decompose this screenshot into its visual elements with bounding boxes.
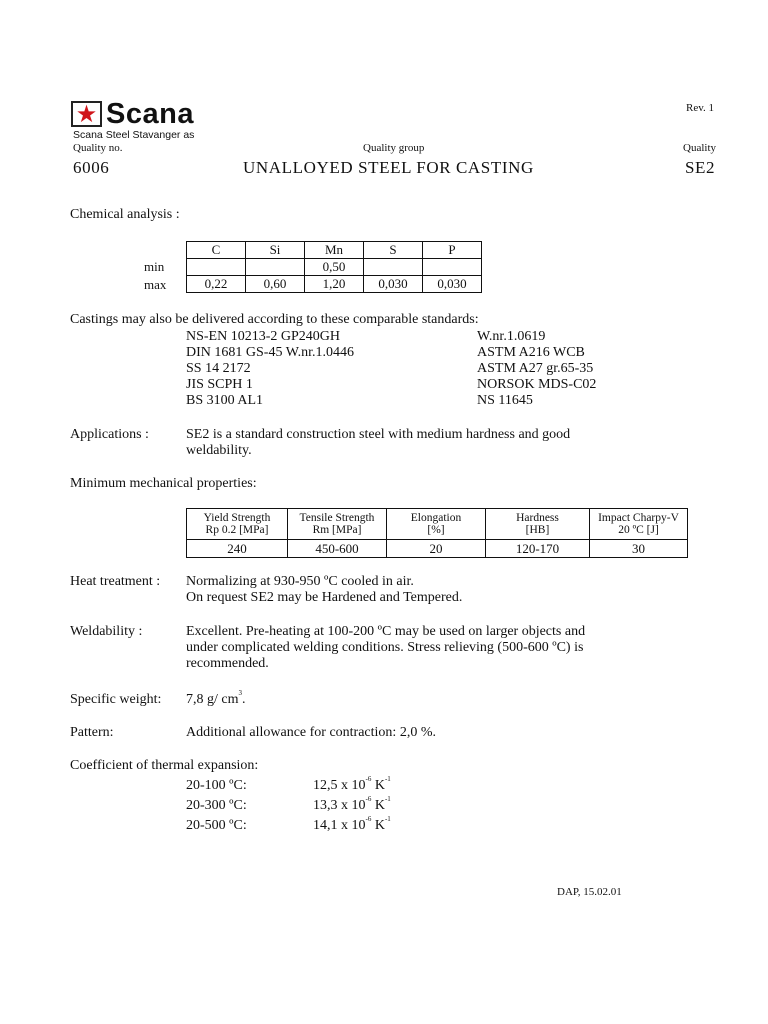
quality-group-label: Quality group — [363, 142, 425, 154]
mech-header-line: [%] — [427, 524, 445, 536]
chem-cell: 1,20 — [305, 276, 364, 293]
thermal-unit-exponent: -1 — [384, 775, 391, 783]
mechanical-heading: Minimum mechanical properties: — [70, 476, 257, 491]
standard-right-item: NS 11645 — [477, 393, 533, 408]
chemical-heading: Chemical analysis : — [70, 207, 180, 222]
chem-cell: 0,22 — [187, 276, 246, 293]
thermal-coefficient: 13,3 x 10 — [313, 798, 366, 813]
mech-header-line: Rp 0.2 [MPa] — [205, 524, 269, 536]
specific-weight-exponent: 3 — [238, 689, 242, 697]
chem-col-header: Si — [246, 242, 305, 259]
thermal-range: 20-300 ºC: — [186, 798, 247, 813]
thermal-unit: K — [374, 778, 385, 793]
mech-header-line: Tensile Strength — [299, 512, 375, 524]
chem-col-header: Mn — [305, 242, 364, 259]
specific-weight-suffix: . — [242, 692, 246, 707]
logo-text: Scana — [106, 97, 194, 130]
thermal-coefficient: 12,5 x 10 — [313, 778, 366, 793]
thermal-unit-exponent: -1 — [384, 795, 391, 803]
pattern-value: Additional allowance for contraction: 2,0 %. — [186, 725, 436, 740]
standard-left-item: JIS SCPH 1 — [186, 377, 253, 392]
chem-cell: 0,50 — [305, 259, 364, 276]
scana-logo — [71, 97, 194, 130]
applications-label: Applications : — [70, 427, 149, 442]
chem-row-label-max: max — [144, 277, 167, 292]
standard-left-item: SS 14 2172 — [186, 361, 251, 376]
mech-col-header — [387, 509, 486, 540]
pattern-label: Pattern: — [70, 725, 114, 740]
mech-header-line: Elongation — [410, 512, 462, 524]
applications-text-line: weldability. — [186, 443, 252, 458]
mech-col-header — [288, 509, 387, 540]
mech-cell: 120-170 — [486, 540, 590, 558]
mech-col-header — [590, 509, 688, 540]
mech-header-line: [HB] — [525, 524, 550, 536]
standard-right-item: ASTM A27 gr.65-35 — [477, 361, 594, 376]
thermal-coefficient: 14,1 x 10 — [313, 818, 366, 833]
specific-weight-value — [186, 689, 246, 708]
thermal-heading: Coefficient of thermal expansion: — [70, 758, 259, 773]
quality-no-label: Quality no. — [73, 142, 123, 154]
weldability-label: Weldability : — [70, 624, 143, 639]
mech-header-line: Yield Strength — [203, 512, 271, 524]
chem-cell — [423, 259, 482, 276]
mech-cell: 450-600 — [288, 540, 387, 558]
mechanical-properties-table — [186, 508, 688, 558]
star-icon: ★ — [71, 101, 102, 127]
chem-cell: 0,030 — [423, 276, 482, 293]
standard-left-item: DIN 1681 GS-45 W.nr.1.0446 — [186, 345, 355, 360]
mech-header-line: Hardness — [516, 512, 559, 524]
chem-col-header: S — [364, 242, 423, 259]
mech-header-row — [187, 509, 688, 540]
standard-right-item: ASTM A216 WCB — [477, 345, 585, 360]
quality-label: Quality — [683, 142, 716, 154]
thermal-exponent: -6 — [365, 815, 372, 823]
standard-left-item: BS 3100 AL1 — [186, 393, 264, 408]
chemical-analysis-table — [186, 241, 482, 293]
thermal-exponent: -6 — [365, 795, 372, 803]
thermal-value — [313, 795, 391, 814]
mech-header-line: Rm [MPa] — [312, 524, 362, 536]
thermal-range: 20-500 ºC: — [186, 818, 247, 833]
mech-value-row — [187, 540, 688, 558]
weldability-text-line: under complicated welding conditions. Stress relieving (500-600 ºC) is — [186, 640, 584, 655]
chem-cell: 0,030 — [364, 276, 423, 293]
company-name: Scana Steel Stavanger as — [73, 129, 195, 141]
mech-header-line: 20 ºC [J] — [618, 524, 659, 536]
signature-date: DAP, 15.02.01 — [557, 886, 622, 898]
chem-row-label-min: min — [144, 259, 165, 274]
applications-text-line: SE2 is a standard construction steel with medium hardness and good — [186, 427, 571, 442]
mech-col-header — [486, 509, 590, 540]
weldability-text-line: recommended. — [186, 656, 269, 671]
chem-cell — [187, 259, 246, 276]
mech-cell: 240 — [187, 540, 288, 558]
thermal-range: 20-100 ºC: — [186, 778, 247, 793]
chem-col-header: P — [423, 242, 482, 259]
weldability-text-line: Excellent. Pre-heating at 100-200 ºC may be used on larger objects and — [186, 624, 586, 639]
thermal-value — [313, 815, 391, 834]
mech-cell: 20 — [387, 540, 486, 558]
heat-treatment-label: Heat treatment : — [70, 574, 161, 589]
thermal-unit: K — [374, 798, 385, 813]
standard-left-item: NS-EN 10213-2 GP240GH — [186, 329, 340, 344]
thermal-value — [313, 775, 391, 794]
chem-cell — [246, 259, 305, 276]
quality-value: SE2 — [685, 158, 716, 177]
thermal-unit-exponent: -1 — [384, 815, 391, 823]
specific-weight-number: 7,8 g/ cm — [186, 692, 239, 707]
chem-header-row — [187, 242, 482, 259]
standard-right-item: W.nr.1.0619 — [477, 329, 546, 344]
standards-intro: Castings may also be delivered according to these comparable standards: — [70, 312, 479, 327]
chem-cell: 0,60 — [246, 276, 305, 293]
standard-right-item: NORSOK MDS-C02 — [477, 377, 597, 392]
quality-no-value: 6006 — [73, 158, 110, 177]
mech-header-line: Impact Charpy-V — [598, 512, 679, 524]
thermal-exponent: -6 — [365, 775, 372, 783]
heat-treatment-text-line: Normalizing at 930-950 ºC cooled in air. — [186, 574, 414, 589]
chem-cell — [364, 259, 423, 276]
revision-label: Rev. 1 — [686, 102, 715, 114]
mech-cell: 30 — [590, 540, 688, 558]
thermal-unit: K — [374, 818, 385, 833]
specific-weight-label: Specific weight: — [70, 692, 162, 707]
heat-treatment-text-line: On request SE2 may be Hardened and Tempered. — [186, 590, 463, 605]
chem-row-min — [187, 259, 482, 276]
chem-col-header: C — [187, 242, 246, 259]
chem-row-max — [187, 276, 482, 293]
document-title: UNALLOYED STEEL FOR CASTING — [243, 158, 534, 177]
mech-col-header — [187, 509, 288, 540]
